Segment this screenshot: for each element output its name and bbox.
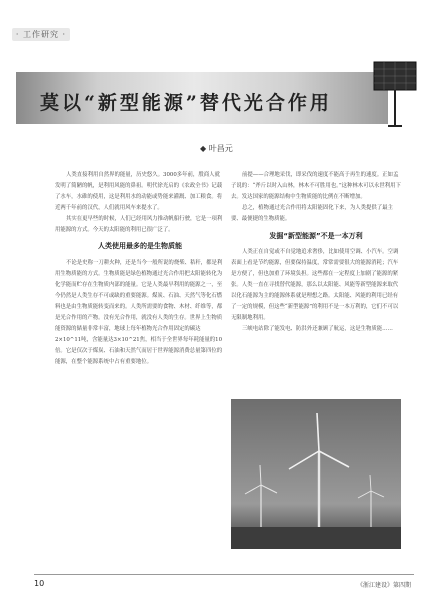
article-title: 莫以“新型能源”替代光合作用 <box>40 92 332 114</box>
paragraph: 三峡电站除了能发电、防洪外还兼顾了航运，这是生物质能…… <box>242 325 393 332</box>
paragraph: 人类直接利用自然界的能量，历史悠久。3000多年前，殷商人就发明了简陋的帆，是利用风能的鼻祖。明代徐光启的《农政全书》记载了水车，水碓的使用，这是利用水的动能或势能来灌溉、加工粮食。将近两千年前的汉代，人们就用风车来提水了。 <box>55 172 223 211</box>
left-column <box>55 170 225 367</box>
paragraph: 人类正在自觉或不自觉地追求奢侈，比如使用空调、小汽车。空调表面上看是节约能源，但要保持温度，常常需要很大的能源消耗；汽车是方便了，但也加重了环境负担。这些都在一定程度上加剧了能源的紧张。人类一直在寻找替代能源，那么以太阳能、风能等新型能源来取代以化石能源为主的能源体系就是理想之路。太阳能、风能的利用已经有了一定的规模，但这些“新型能源”的利用不是一本万利的，它们不可以无限制地利用。 <box>231 249 399 321</box>
paragraph: 总之，植物通过光合作用将太阳能固化下来，为人类提供了最主要、最便捷的生物质能。 <box>231 204 393 222</box>
solar-panel-image <box>370 56 420 130</box>
section-heading: 人类使用最多的是生物质能 <box>98 242 182 251</box>
section-heading: 发掘“新型能源”不是一本万利 <box>269 231 363 240</box>
paragraph: 前提——合理地采伐，即采伐的速度不能高于再生的速度。正如孟子说的：“斧斤以时入山林，林木不可胜用也。”这种林木可以永世利用下去。发达国家的能源结构中生物质能的比例在不断增加。 <box>231 172 401 200</box>
wind-turbine-photo <box>231 399 401 549</box>
journal-name: 《浙江建设》第四期 <box>356 582 411 589</box>
paragraph: 不论是史称一刀耕火种，还是当今一般所说的烧柴、秸秆，都是利用生物质能的方式。生物质能是绿色植物通过光合作用把太阳能转化为化学能而贮存在生物质内部的能量。它是人类最早利用的能源之一，至今仍然是人类生存不可或缺的重要能源。煤炭、石油、天然气等化石燃料也是由生物质能转变而来的。人类所需要的食物、木材、纤维等，都是光合作用的产物。没有光合作用，就没有人类的生存。世界上生物质能资源的储量非常丰富，地球上每年植物光合作用固定的碳达2×10^11吨，含能量达3×10^21焦，相当于全世界每年耗能量的10倍。它是仅次于煤炭、石油和天然气而居于世界能源消费总量第四位的能源，在整个能源系统中占有重要地位。 <box>55 260 223 365</box>
paragraph: 其实在更早些的时候，人们已经用风力推动帆船行驶，它是一项利用能源的方式。今天的太阳能的利用已很广泛了。 <box>55 215 223 233</box>
author-line: ◆ 叶昌元 <box>200 144 233 153</box>
page-number: 10 <box>34 579 45 588</box>
footer-divider <box>34 574 414 575</box>
section-tab: · 工作研究 · <box>12 28 70 41</box>
right-column <box>231 170 401 335</box>
